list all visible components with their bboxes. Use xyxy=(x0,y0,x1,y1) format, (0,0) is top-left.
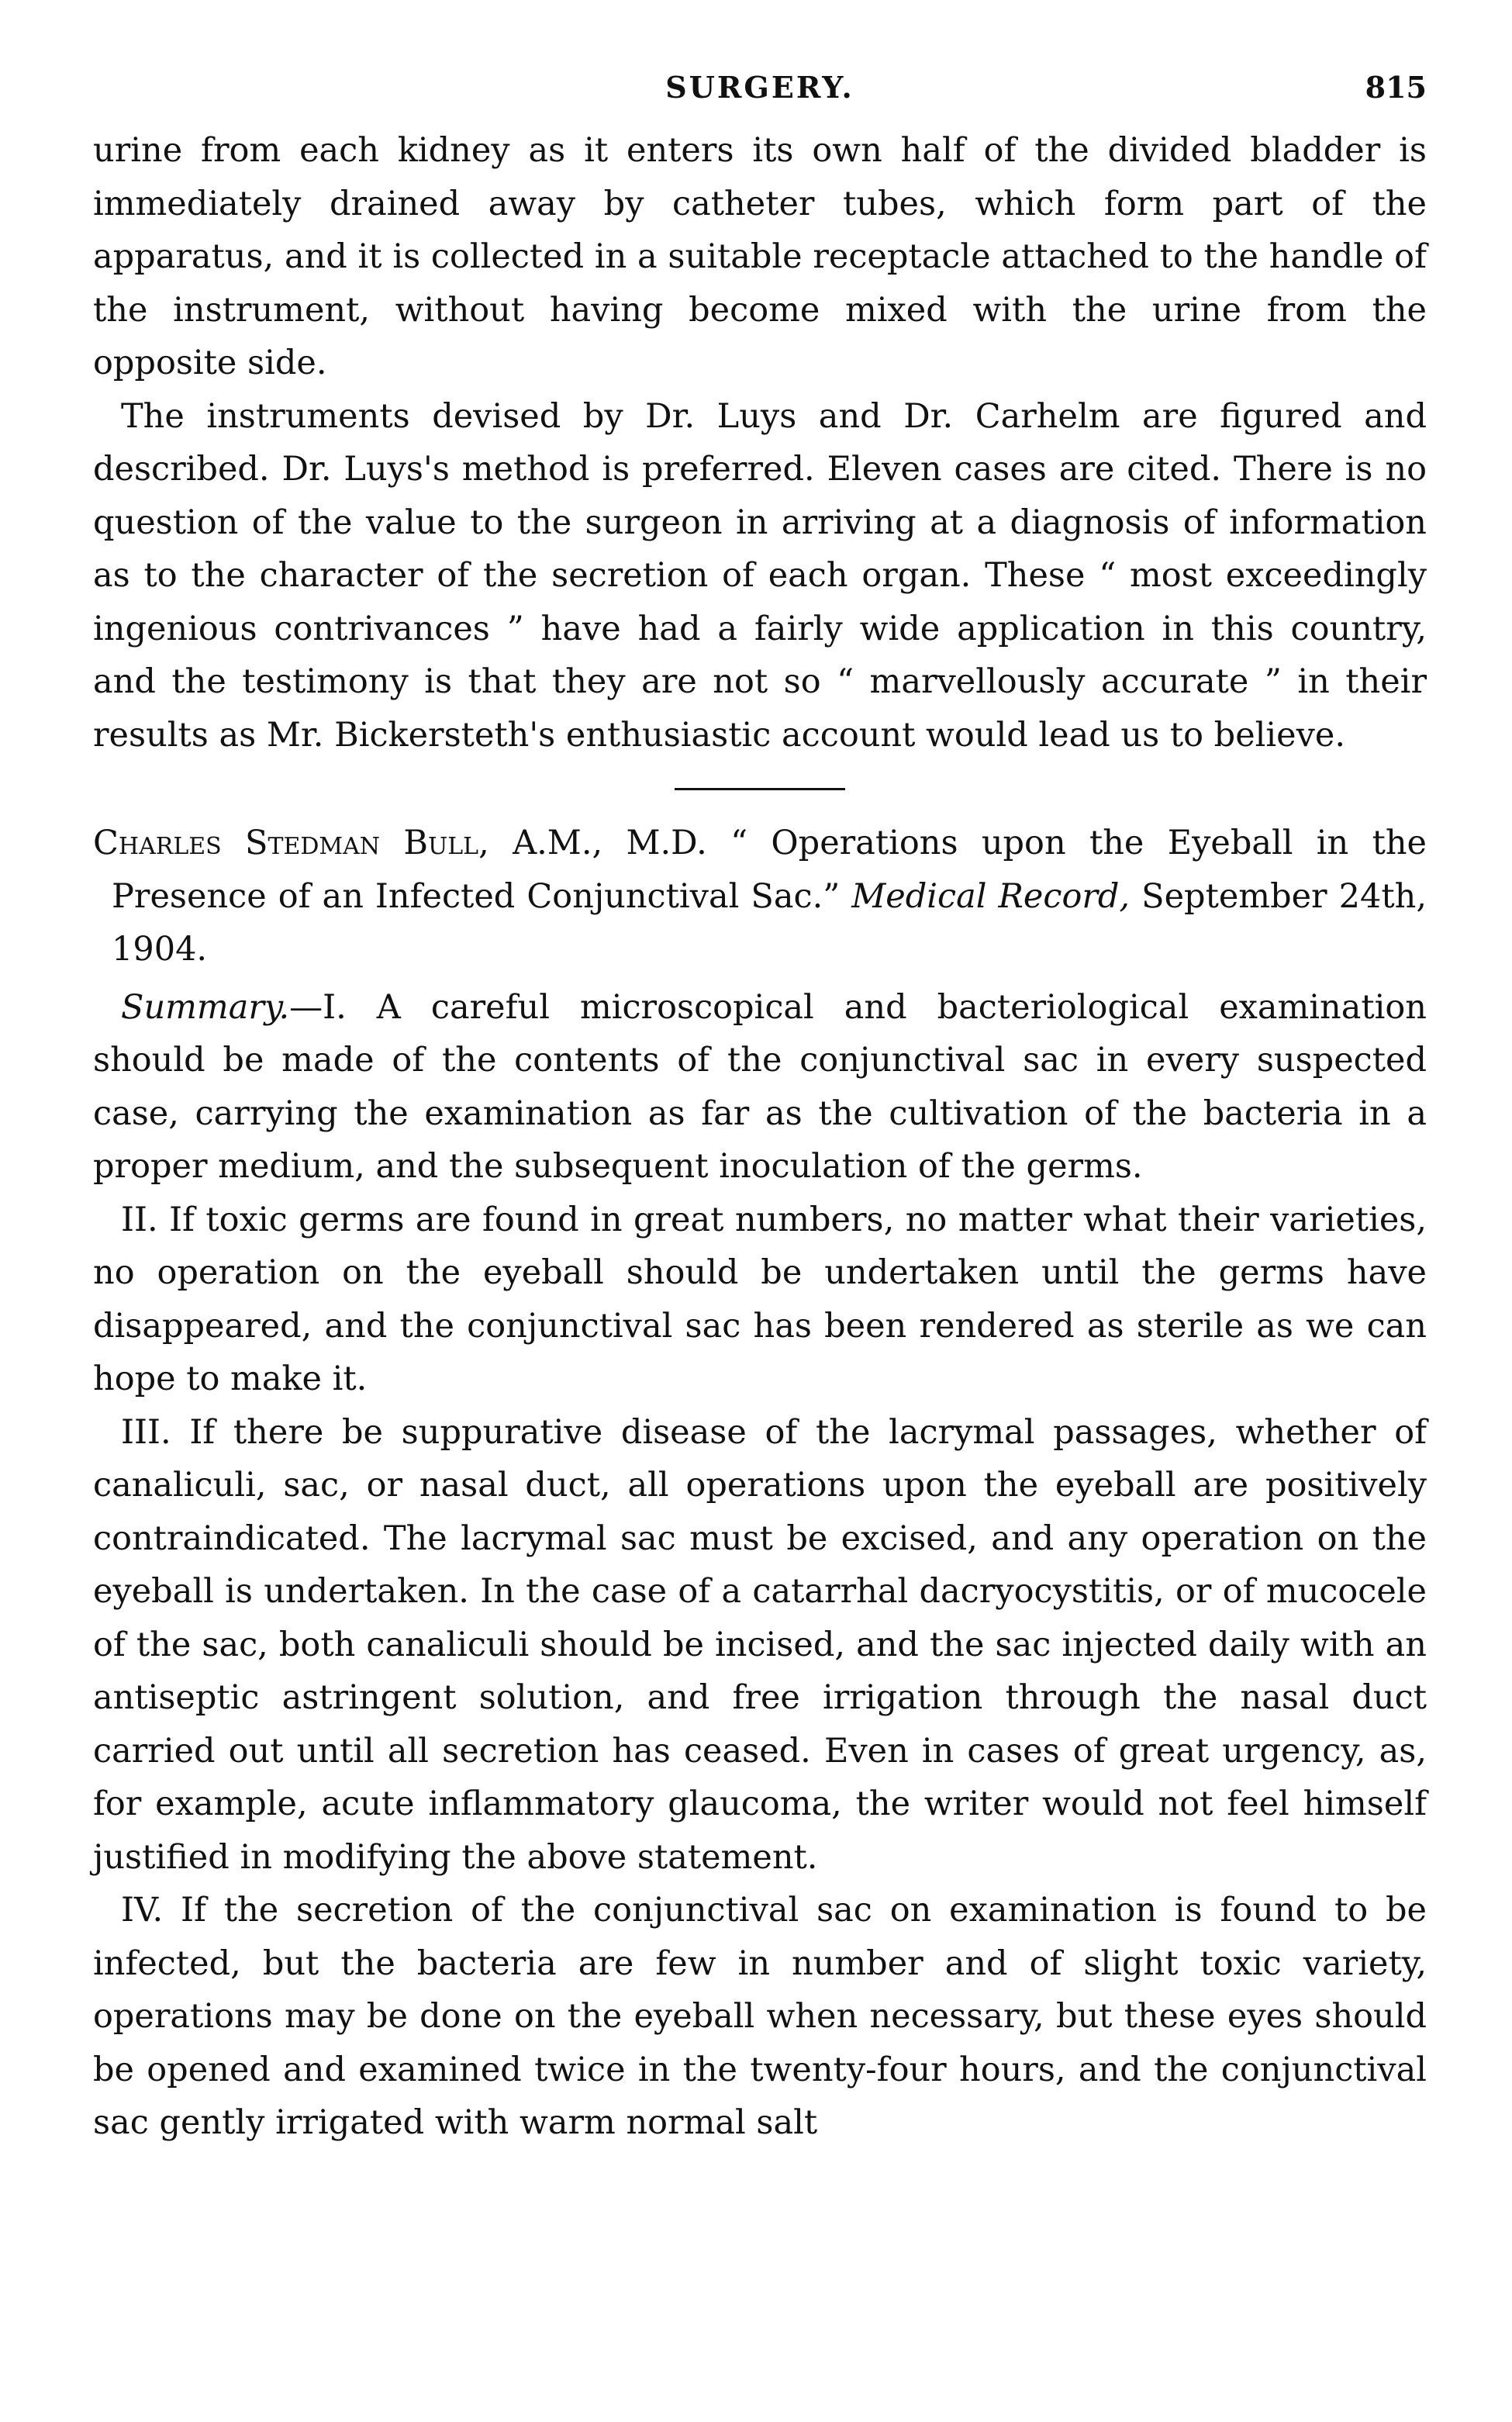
page-number: 815 xyxy=(1365,70,1427,105)
summary-item-i xyxy=(93,981,1427,1194)
summary-item-ii: II. If toxic germs are found in great numbers, no matter what their varieties, no operation on the eyeball should be undertaken until the germs have disappeared, and the conjunctival sac has been rendered as sterile as we can hope to make it. xyxy=(93,1200,1427,1398)
summary-item-iii: III. If there be suppurative disease of the lacrymal passages, whether of canaliculi, sac, or nasal duct, all operations upon the eyeball are positively contraindicated. The lacrymal sac must be excised, and any operation on the eyeball is undertaken. In the case of a catarrhal dacryocystitis, or of mucocele of the sac, both canaliculi should be incised, and the sac injected daily with an antiseptic astringent solution, and free irrigation through the nasal duct carried out until all secretion has ceased. Even in cases of great urgency, as, for example, acute inflammatory glaucoma, the writer would not feel himself justified in modifying the above statement. xyxy=(93,1412,1427,1877)
citation-journal: Medical Record, xyxy=(851,876,1131,916)
summary-item-iv: IV. If the secretion of the conjunctival sac on examination is found to be infected, but the bacteria are few in number and of slight toxic variety, operations may be done on the eyeball when necessary, but these eyes should be opened and examined twice in the twenty-four hours, and the conjunctival sac gently irrigated with warm normal salt xyxy=(93,1891,1427,2142)
summary-label: Summary. xyxy=(121,987,290,1027)
citation-author: Charles Stedman Bull, A.M., M.D. xyxy=(93,824,707,862)
paragraph-instruments: The instruments devised by Dr. Luys and Dr. Carhelm are figured and described. Dr. Luys's method is preferred. Eleven cases are cited. There is no question of the value to the surgeon in arriving at a diagnosis of information as to the character of the secretion of each organ. These “ most exceedingly ingenious contrivances ” have had a fairly wide application in this country, and the testimony is that they are not so “ marvellously accurate ” in their results as Mr. Bickersteth's enthusiastic account would lead us to believe. xyxy=(93,396,1427,755)
running-title: SURGERY. xyxy=(665,70,854,105)
citation xyxy=(93,817,1427,976)
paragraph-continued: urine from each kidney as it enters its own half of the divided bladder is immediately drained away by catheter tubes, which form part of the apparatus, and it is collected in a suitable receptacle attached to the handle of the instrument, without having become mixed with the urine from the opposite side. xyxy=(93,131,1427,382)
book-page xyxy=(93,70,1427,2150)
citation-title: “ Operations upon the Eyeball in the Presence of an Infected Conjunctival Sac.” xyxy=(112,824,1427,916)
citation-date: September 24th, 1904. xyxy=(112,876,1427,969)
summary-item-i-text: —I. A careful microscopical and bacteriological examination should be made of the contents of the conjunctival sac in every suspected case, carrying the examination as far as the cultivation of the bacteria in a proper medium, and the subsequent inoculation of the germs. xyxy=(93,987,1427,1186)
running-head xyxy=(93,70,1427,124)
section-divider xyxy=(675,788,845,790)
